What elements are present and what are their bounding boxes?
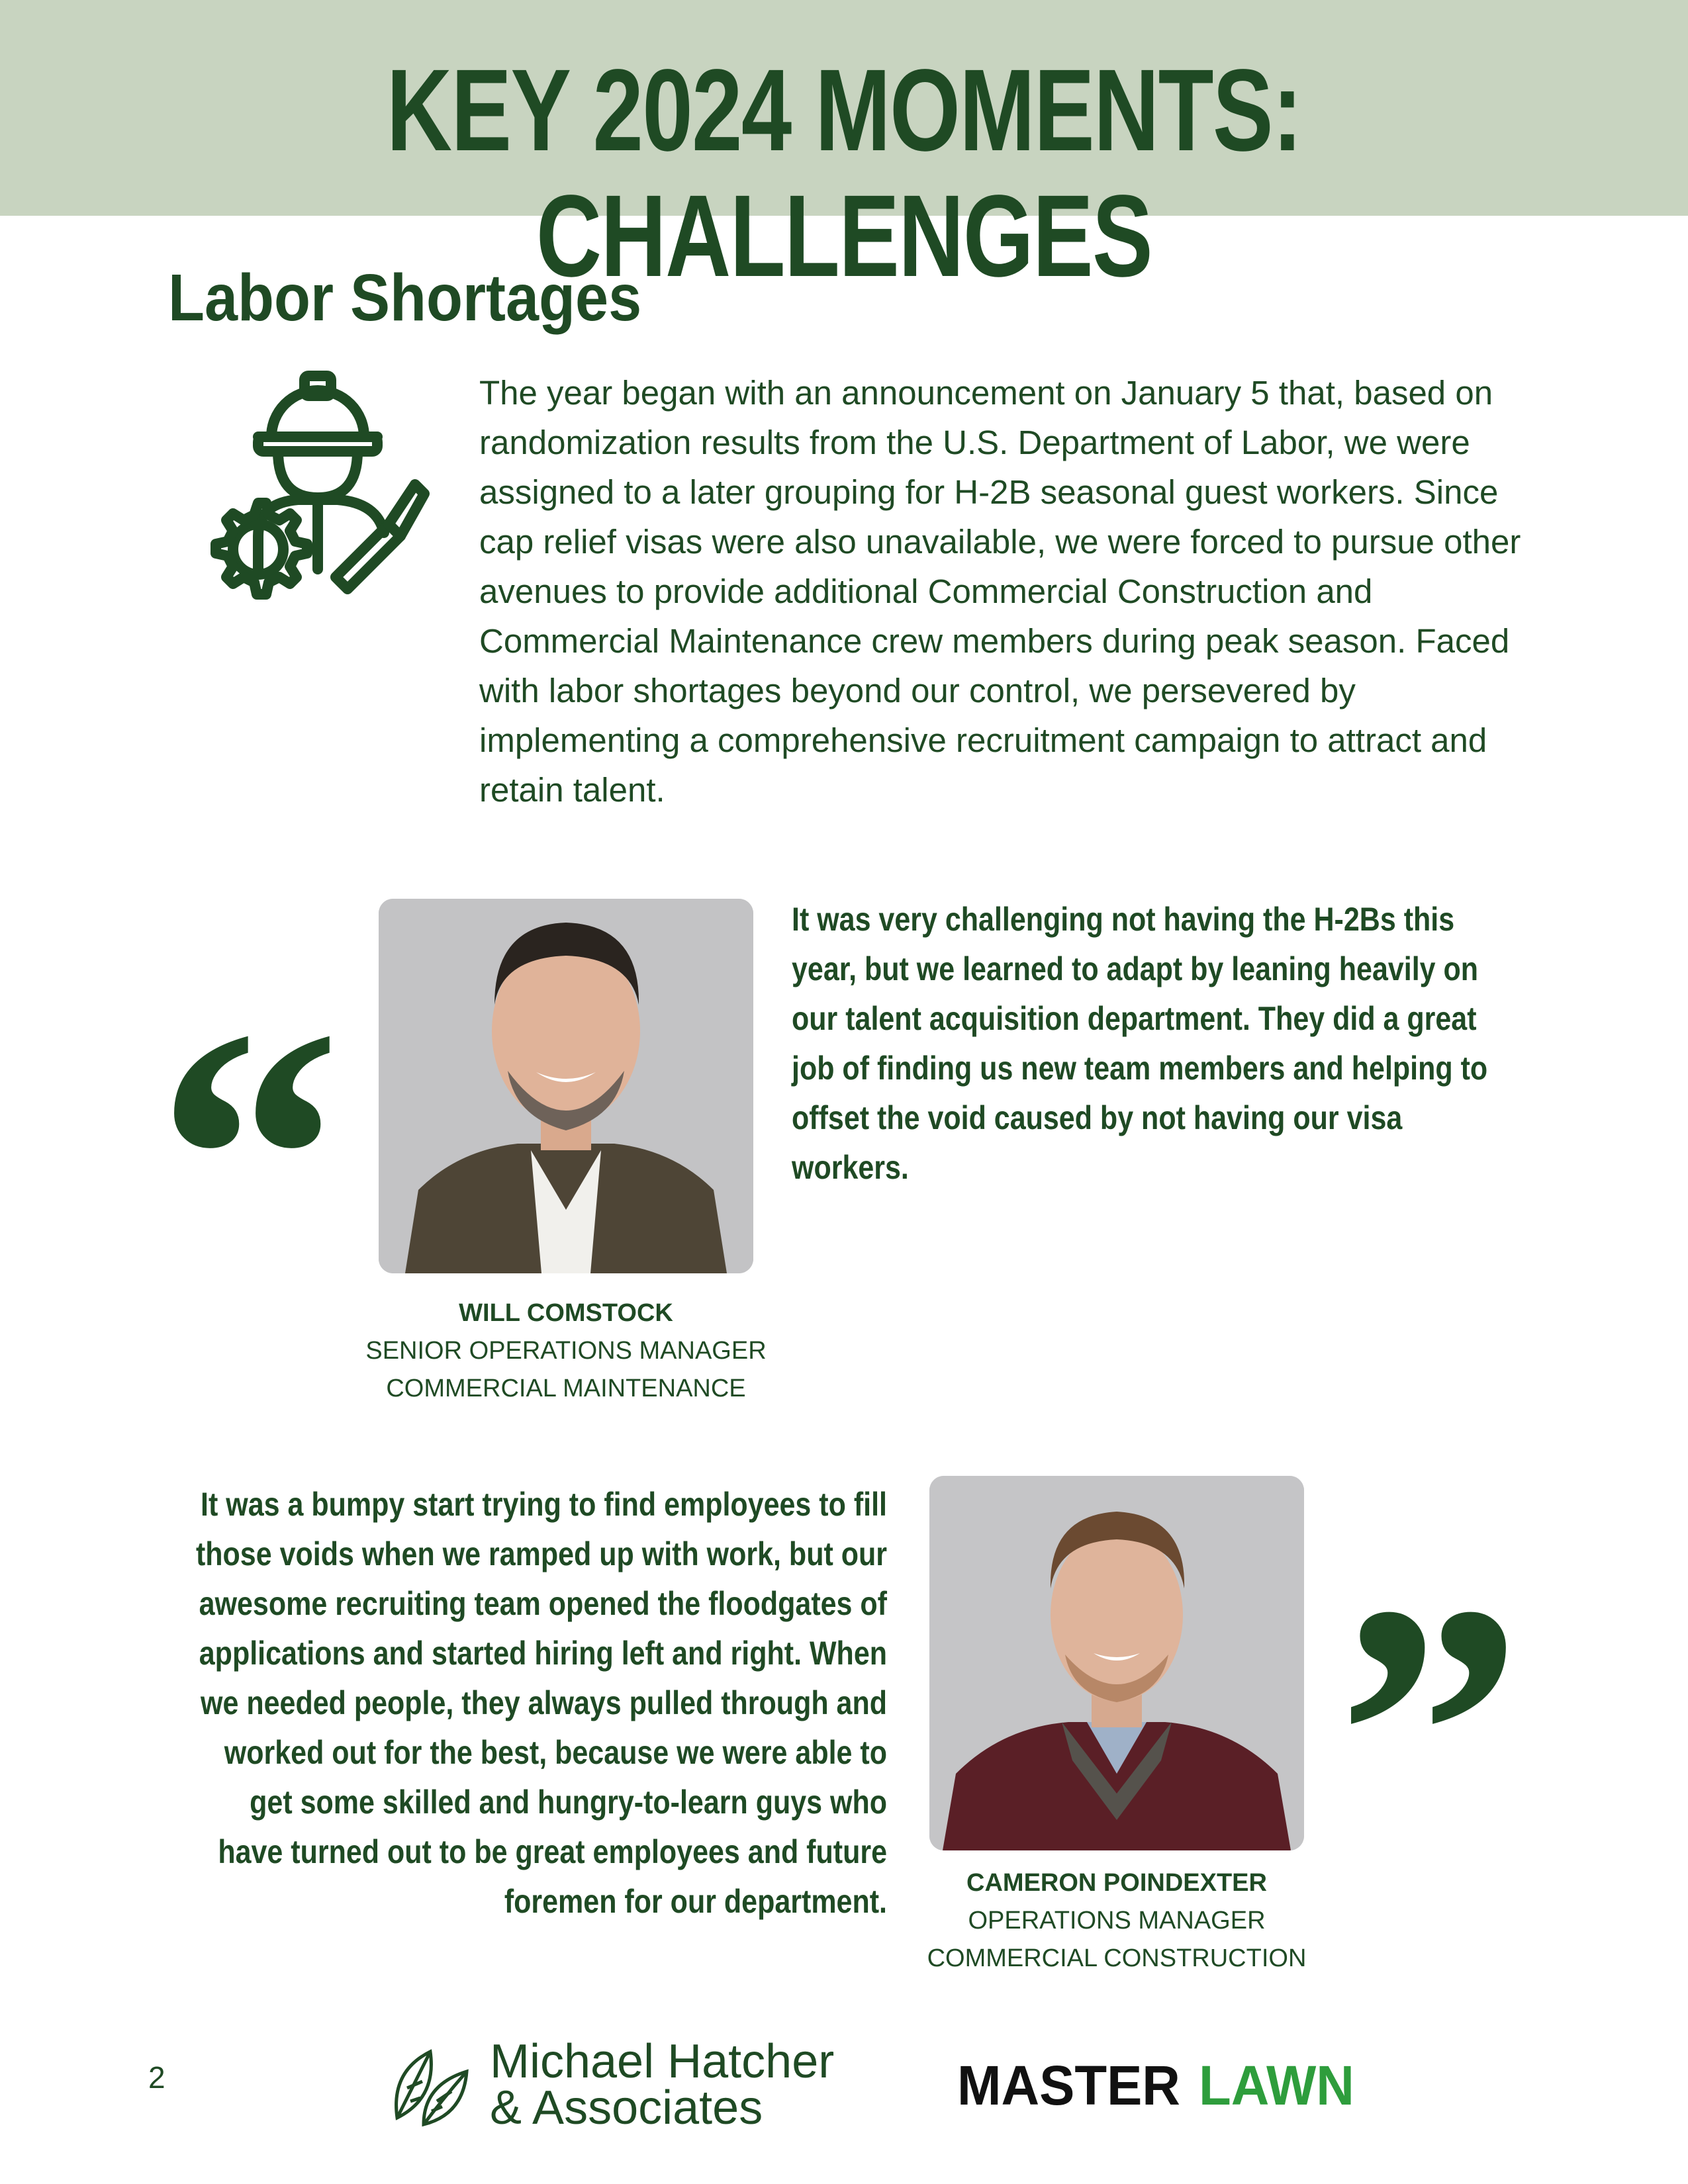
master-lawn-logo [957, 2049, 1362, 2122]
testimonial-quote-1: It was very challenging not having the H-2Bs this year, but we learned to adapt by leaning heavily on our talent acquisition department. They did a great job of finding us new team members and helping to offset the void caused by not having our visa workers. [792, 901, 1488, 1186]
testimonial-name-2: CAMERON POINDEXTER [966, 1869, 1267, 1897]
intro-paragraph: The year began with an announcement on January 5 that, based on randomization results from the U.S. Department of Labor, we were assigned to a later grouping for H-2B seasonal guest workers. Since cap relief visas were also unavailable, we were forced to pursue other avenues to provide additional Commercial Construction and Commercial Maintenance crew members during peak season. Faced with labor shortages beyond our control, we persevered by implementing a comprehensive recruitment campaign to attract and retain talent. [479, 374, 1521, 809]
will-comstock-photo [379, 899, 753, 1273]
testimonial-department-1: COMMERCIAL MAINTENANCE [386, 1375, 746, 1402]
master-lawn-logo-master: MASTER [957, 2054, 1180, 2116]
testimonial-role-1: SENIOR OPERATIONS MANAGER [365, 1337, 767, 1365]
testimonial-caption-2 [905, 1864, 1329, 1978]
open-quote-icon: “ [156, 953, 342, 1363]
michael-hatcher-associates-logo [384, 2035, 874, 2134]
worker-with-gear-and-screwdriver-icon [199, 371, 444, 609]
testimonial-caption-1 [354, 1295, 778, 1408]
logo-line-2: & Associates [490, 2081, 763, 2134]
close-quote-icon: ” [1337, 1529, 1523, 1939]
page-title: KEY 2024 MOMENTS: CHALLENGES [386, 46, 1302, 301]
page-number: 2 [148, 2060, 165, 2095]
leaf-icon [384, 2038, 477, 2131]
logo-line-1: Michael Hatcher [490, 2035, 835, 2088]
cameron-poindexter-photo [929, 1476, 1304, 1850]
master-lawn-logo-lawn: LAWN [1198, 2054, 1354, 2116]
testimonial-name-1: WILL COMSTOCK [459, 1299, 673, 1327]
section-title: Labor Shortages [168, 261, 642, 335]
testimonial-department-2: COMMERCIAL CONSTRUCTION [927, 1944, 1307, 1972]
testimonial-quote-2: It was a bumpy start trying to find employees to fill those voids when we ramped up with work, but our awesome recruiting team opened the floodgates of applications and started hiring left and right. When we needed people, they always pulled through and worked out for the best, because we were able to get some skilled and hungry-to-learn guys who have turned out to be great employees and future foremen for our department. [195, 1486, 888, 1920]
testimonial-role-2: OPERATIONS MANAGER [968, 1907, 1266, 1934]
